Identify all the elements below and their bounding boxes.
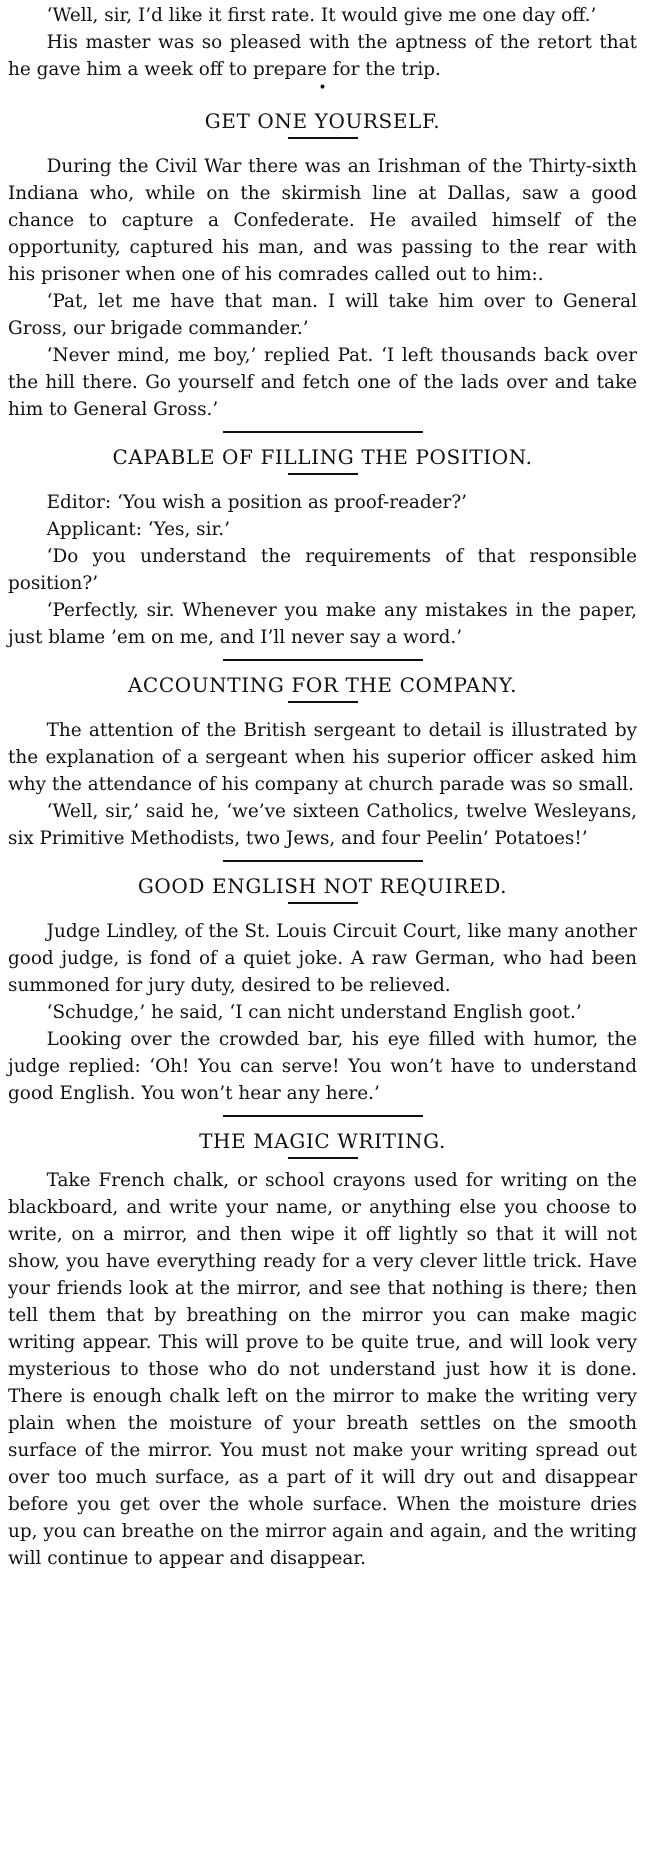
intro-passage (8, 2, 637, 96)
ornament-dot: • (318, 80, 327, 96)
story-paragraph: ‘Pat, let me have that man. I will take him over to General Gross, our brigade commander.’ (8, 291, 637, 339)
story-paragraph: Editor: ‘You wish a position as proof-reader?’ (46, 492, 468, 513)
section-divider (223, 659, 423, 661)
story-paragraph: ‘Perfectly, sir. Whenever you make any mistakes in the paper, just blame ’em on me, and I’ll never say a word.’ (8, 600, 637, 648)
story-title: ACCOUNTING FOR THE COMPANY. (127, 673, 518, 697)
story-paragraph: Take French chalk, or school crayons used for writing on the blackboard, and write your name, or anything else you choose to write, on a mirror, and then wipe it off lightly so that it will not show, you have everything ready for a very clever little trick. Have your friends look at the mirror, and see that nothing is there; then tell them that by breathing on the mirror you can make magic writing appear. This will prove to be quite true, and will look very mysterious to those who do not understand just how it is done. There is enough chalk left on the mirror to make the writing very plain when the moisture of your breath settles on the smooth surface of the mirror. You must not make your writing spread out over too much surface, as a part of it will dry out and disappear before you get over the whole surface. When the moisture dries up, you can breathe on the mirror again and again, and the writing will continue to appear and disappear. (8, 1170, 637, 1569)
story-paragraph: ‘Schudge,’ he said, ‘I can nicht understand English goot.’ (46, 1002, 582, 1023)
story-the-magic-writing (8, 1127, 637, 1572)
story-title: GET ONE YOURSELF. (204, 109, 441, 133)
title-underline (288, 902, 358, 904)
story-title: THE MAGIC WRITING. (199, 1129, 446, 1153)
story-paragraph: During the Civil War there was an Irishman of the Thirty-sixth Indiana who, while on the skirmish line at Dallas, saw a good chance to capture a Confederate. He availed himself of the opportunity, captured his man, and was passing to the rear with his prisoner when one of his comrades called out to him:. (8, 156, 637, 285)
story-paragraph: Applicant: ‘Yes, sir.’ (46, 519, 230, 540)
title-underline (288, 473, 358, 475)
title-underline (288, 1157, 358, 1159)
story-capable-of-filling-the-position (8, 443, 637, 661)
story-title: GOOD ENGLISH NOT REQUIRED. (137, 874, 508, 898)
story-paragraph: Looking over the crowded bar, his eye filled with humor, the judge replied: ‘Oh! You can serve! You won’t have to understand good English. You won’t hear any here.’ (8, 1029, 637, 1104)
title-underline (288, 137, 358, 139)
story-title: CAPABLE OF FILLING THE POSITION. (112, 445, 533, 469)
section-divider (223, 431, 423, 433)
story-paragraph: ‘Do you understand the requirements of that responsible position?’ (8, 546, 637, 594)
story-paragraph: ‘Well, sir,’ said he, ‘we’ve sixteen Catholics, twelve Wesleyans, six Primitive Methodists, two Jews, and four Peelin’ Potatoes!’ (8, 801, 637, 849)
story-good-english-not-required (8, 872, 637, 1117)
story-accounting-for-the-company (8, 671, 637, 862)
story-paragraph: ‘Never mind, me boy,’ replied Pat. ‘I left thousands back over the hill there. Go yourself and fetch one of the lads over and take him to General Gross.’ (8, 345, 637, 420)
section-divider (223, 1115, 423, 1117)
story-paragraph: The attention of the British sergeant to detail is illustrated by the explanation of a sergeant when his superior officer asked him why the attendance of his company at church parade was so small. (8, 720, 637, 795)
intro-line: ‘Well, sir, I’d like it first rate. It would give me one day off.’ (46, 5, 597, 26)
story-get-one-yourself (8, 107, 637, 433)
section-divider (223, 860, 423, 862)
intro-line: His master was so pleased with the aptness of the retort that he gave him a week off to prepare for the trip. (8, 32, 637, 80)
story-paragraph: Judge Lindley, of the St. Louis Circuit Court, like many another good judge, is fond of a quiet joke. A raw German, who had been summoned for jury duty, desired to be relieved. (8, 921, 637, 996)
title-underline (288, 701, 358, 703)
